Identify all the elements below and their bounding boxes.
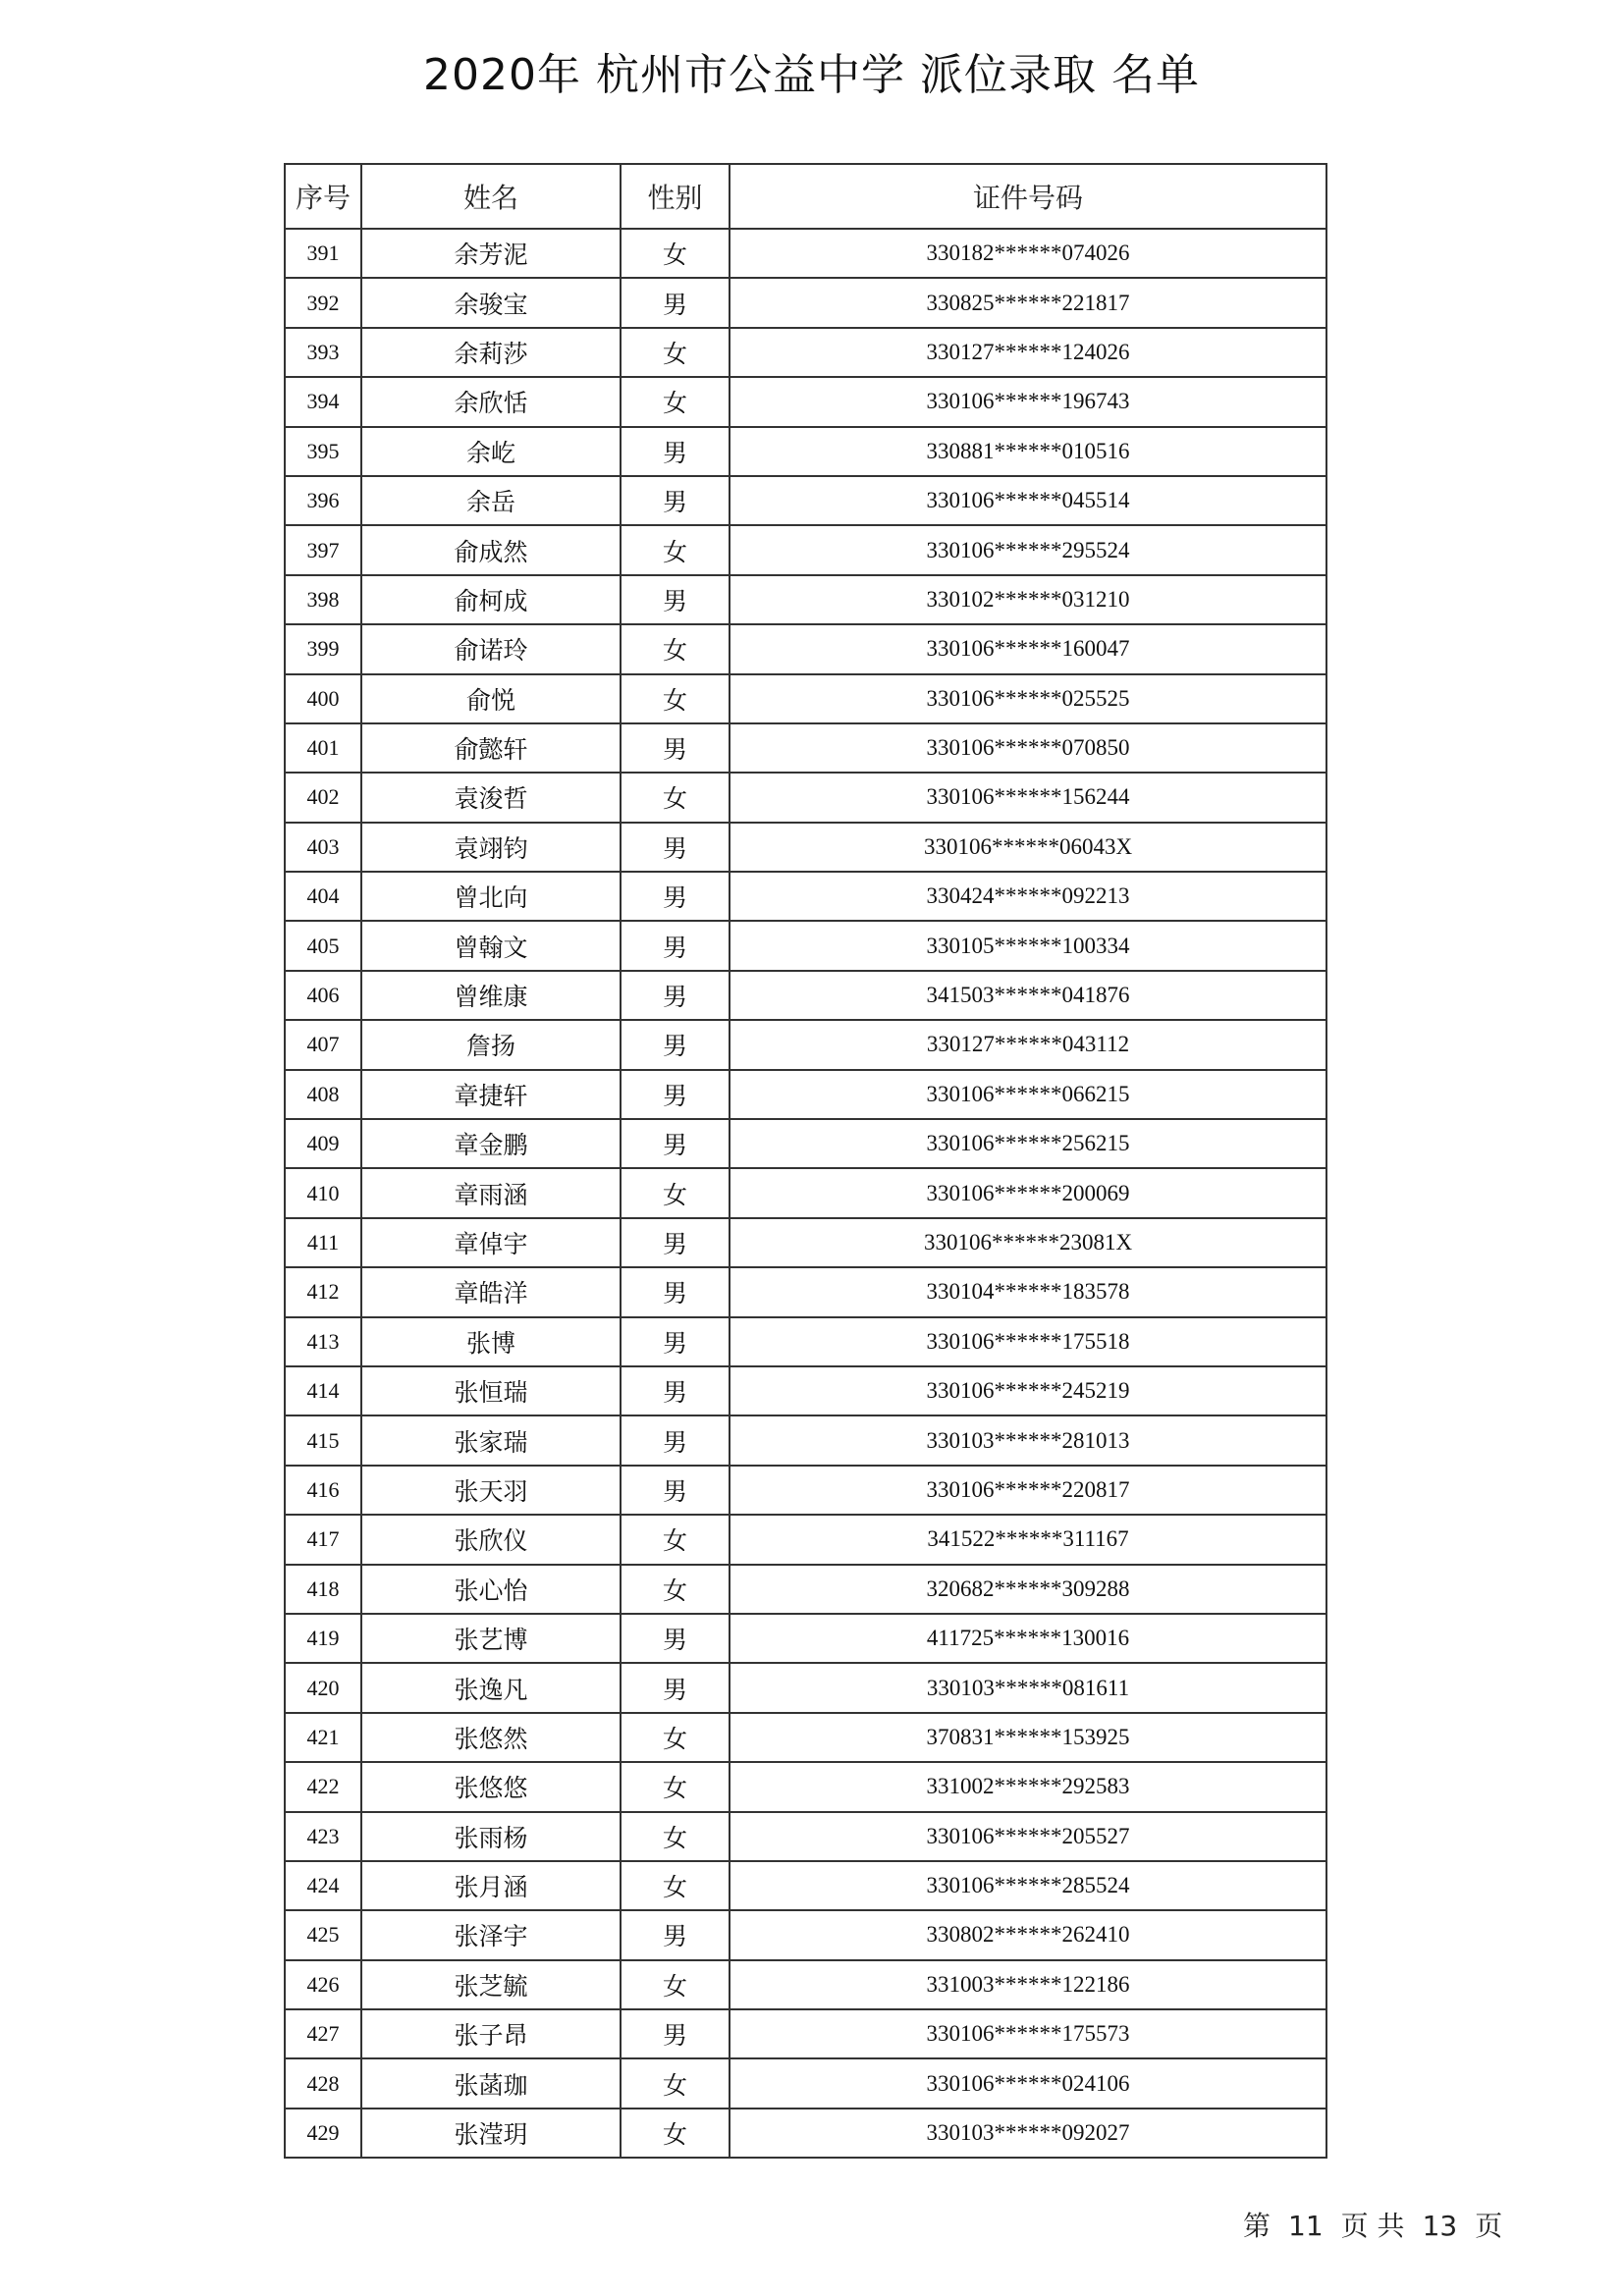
row-gender: 女: [621, 674, 730, 723]
row-name: 张泽宇: [361, 1910, 621, 1959]
table-row: [285, 2009, 1326, 2058]
table-row: [285, 624, 1326, 673]
row-name: 张芝毓: [361, 1960, 621, 2009]
row-gender: 男: [621, 1910, 730, 1959]
table-row: [285, 1267, 1326, 1316]
row-name: 俞柯成: [361, 575, 621, 624]
table-row: [285, 229, 1326, 278]
row-seq: 418: [285, 1565, 361, 1614]
row-seq: 427: [285, 2009, 361, 2058]
row-gender: 男: [621, 921, 730, 970]
row-id-number: 330106******025525: [730, 674, 1326, 723]
row-gender: 女: [621, 1861, 730, 1910]
row-gender: 女: [621, 1960, 730, 2009]
row-name: 章皓洋: [361, 1267, 621, 1316]
row-seq: 406: [285, 971, 361, 1020]
row-seq: 426: [285, 1960, 361, 2009]
row-gender: 女: [621, 1565, 730, 1614]
current-page-number: 11: [1288, 2210, 1324, 2242]
row-name: 余骏宝: [361, 278, 621, 327]
row-gender: 男: [621, 1614, 730, 1663]
row-id-number: 330106******156244: [730, 773, 1326, 822]
row-id-number: 320682******309288: [730, 1565, 1326, 1614]
row-gender: 男: [621, 2009, 730, 2058]
row-seq: 409: [285, 1119, 361, 1168]
row-name: 张滢玥: [361, 2109, 621, 2158]
row-gender: 男: [621, 1218, 730, 1267]
row-seq: 413: [285, 1317, 361, 1366]
row-gender: 男: [621, 427, 730, 476]
row-seq: 414: [285, 1366, 361, 1415]
row-seq: 401: [285, 723, 361, 773]
row-name: 俞悦: [361, 674, 621, 723]
row-seq: 404: [285, 872, 361, 921]
row-seq: 403: [285, 823, 361, 872]
row-name: 俞诺玲: [361, 624, 621, 673]
row-seq: 392: [285, 278, 361, 327]
row-name: 曾维康: [361, 971, 621, 1020]
row-seq: 419: [285, 1614, 361, 1663]
row-seq: 410: [285, 1168, 361, 1217]
row-seq: 415: [285, 1415, 361, 1465]
row-gender: 男: [621, 1267, 730, 1316]
table-row: [285, 1168, 1326, 1217]
table-row: [285, 1812, 1326, 1861]
page-middle-text: 页 共: [1340, 2210, 1405, 2242]
row-name: 张悠悠: [361, 1762, 621, 1811]
row-name: 俞懿轩: [361, 723, 621, 773]
row-seq: 397: [285, 525, 361, 574]
row-seq: 421: [285, 1713, 361, 1762]
row-id-number: 330106******23081X: [730, 1218, 1326, 1267]
table-row: [285, 1713, 1326, 1762]
row-id-number: 330106******024106: [730, 2058, 1326, 2108]
row-id-number: 330103******092027: [730, 2109, 1326, 2158]
row-name: 余欣恬: [361, 377, 621, 426]
table-row: [285, 1366, 1326, 1415]
table-row: [285, 1663, 1326, 1712]
row-seq: 411: [285, 1218, 361, 1267]
row-id-number: 411725******130016: [730, 1614, 1326, 1663]
row-id-number: 330106******175573: [730, 2009, 1326, 2058]
row-name: 张恒瑞: [361, 1366, 621, 1415]
row-id-number: 331002******292583: [730, 1762, 1326, 1811]
table-row: [285, 674, 1326, 723]
table-row: [285, 773, 1326, 822]
row-seq: 402: [285, 773, 361, 822]
row-id-number: 330105******100334: [730, 921, 1326, 970]
table-row: [285, 1614, 1326, 1663]
table-row: [285, 1910, 1326, 1959]
table-row: [285, 1070, 1326, 1119]
page-prefix: 第: [1243, 2210, 1271, 2242]
row-gender: 女: [621, 229, 730, 278]
row-seq: 429: [285, 2109, 361, 2158]
table-row: [285, 1861, 1326, 1910]
table-row: [285, 278, 1326, 327]
row-seq: 396: [285, 476, 361, 525]
row-gender: 男: [621, 1663, 730, 1712]
row-seq: 428: [285, 2058, 361, 2108]
header-seq: 序号: [285, 164, 361, 229]
row-gender: 女: [621, 328, 730, 377]
row-seq: 407: [285, 1020, 361, 1069]
table-row: [285, 2109, 1326, 2158]
table-row: [285, 872, 1326, 921]
header-name: 姓名: [361, 164, 621, 229]
row-id-number: 330106******066215: [730, 1070, 1326, 1119]
row-gender: 男: [621, 1415, 730, 1465]
table-row: [285, 328, 1326, 377]
row-id-number: 330106******06043X: [730, 823, 1326, 872]
row-name: 章雨涵: [361, 1168, 621, 1217]
row-id-number: 330106******196743: [730, 377, 1326, 426]
row-gender: 男: [621, 575, 730, 624]
table-row: [285, 427, 1326, 476]
table-row: [285, 1565, 1326, 1614]
row-id-number: 330424******092213: [730, 872, 1326, 921]
row-gender: 女: [621, 773, 730, 822]
table-row: [285, 525, 1326, 574]
table-row: [285, 1317, 1326, 1366]
table-body: [285, 229, 1326, 2158]
row-seq: 400: [285, 674, 361, 723]
row-name: 袁翊钧: [361, 823, 621, 872]
row-seq: 399: [285, 624, 361, 673]
row-seq: 423: [285, 1812, 361, 1861]
row-seq: 405: [285, 921, 361, 970]
row-name: 张雨杨: [361, 1812, 621, 1861]
row-name: 余莉莎: [361, 328, 621, 377]
row-gender: 男: [621, 723, 730, 773]
row-name: 张心怡: [361, 1565, 621, 1614]
row-id-number: 330106******205527: [730, 1812, 1326, 1861]
table-row: [285, 1119, 1326, 1168]
row-seq: 391: [285, 229, 361, 278]
row-gender: 女: [621, 1762, 730, 1811]
row-id-number: 330103******281013: [730, 1415, 1326, 1465]
row-name: 章捷轩: [361, 1070, 621, 1119]
row-name: 张菡珈: [361, 2058, 621, 2108]
row-gender: 女: [621, 1168, 730, 1217]
row-id-number: 330102******031210: [730, 575, 1326, 624]
row-name: 詹扬: [361, 1020, 621, 1069]
row-id-number: 330802******262410: [730, 1910, 1326, 1959]
table-row: [285, 1466, 1326, 1515]
row-seq: 408: [285, 1070, 361, 1119]
row-seq: 394: [285, 377, 361, 426]
row-gender: 男: [621, 1020, 730, 1069]
page-title: 2020年 杭州市公益中学 派位录取 名单: [423, 50, 1200, 100]
row-id-number: 330106******200069: [730, 1168, 1326, 1217]
row-id-number: 330127******043112: [730, 1020, 1326, 1069]
row-id-number: 330825******221817: [730, 278, 1326, 327]
row-id-number: 330127******124026: [730, 328, 1326, 377]
page-indicator: [1243, 2205, 1502, 2244]
row-id-number: 331003******122186: [730, 1960, 1326, 2009]
row-gender: 男: [621, 1317, 730, 1366]
row-gender: 男: [621, 1366, 730, 1415]
row-name: 张月涵: [361, 1861, 621, 1910]
table-row: [285, 723, 1326, 773]
row-gender: 男: [621, 476, 730, 525]
page-suffix: 页: [1475, 2210, 1503, 2242]
header-gender: 性别: [621, 164, 730, 229]
table-header-row: [285, 164, 1326, 229]
table-row: [285, 1515, 1326, 1564]
row-id-number: 330104******183578: [730, 1267, 1326, 1316]
row-name: 张子昂: [361, 2009, 621, 2058]
row-id-number: 330106******245219: [730, 1366, 1326, 1415]
row-gender: 女: [621, 2109, 730, 2158]
row-gender: 男: [621, 278, 730, 327]
row-gender: 女: [621, 1515, 730, 1564]
row-id-number: 330106******070850: [730, 723, 1326, 773]
row-name: 袁浚哲: [361, 773, 621, 822]
row-seq: 424: [285, 1861, 361, 1910]
row-name: 张逸凡: [361, 1663, 621, 1712]
row-gender: 男: [621, 1466, 730, 1515]
row-seq: 416: [285, 1466, 361, 1515]
row-id-number: 330881******010516: [730, 427, 1326, 476]
table-row: [285, 2058, 1326, 2108]
row-name: 张艺博: [361, 1614, 621, 1663]
row-name: 张天羽: [361, 1466, 621, 1515]
row-gender: 男: [621, 872, 730, 921]
row-name: 余岳: [361, 476, 621, 525]
table-row: [285, 1415, 1326, 1465]
row-name: 张悠然: [361, 1713, 621, 1762]
row-name: 俞成然: [361, 525, 621, 574]
row-gender: 男: [621, 823, 730, 872]
row-id-number: 341503******041876: [730, 971, 1326, 1020]
row-name: 章倬宇: [361, 1218, 621, 1267]
row-id-number: 330106******285524: [730, 1861, 1326, 1910]
row-gender: 女: [621, 1812, 730, 1861]
row-id-number: 330103******081611: [730, 1663, 1326, 1712]
row-seq: 393: [285, 328, 361, 377]
row-name: 曾北向: [361, 872, 621, 921]
row-name: 张博: [361, 1317, 621, 1366]
row-id-number: 330106******295524: [730, 525, 1326, 574]
row-name: 余芳泥: [361, 229, 621, 278]
row-gender: 女: [621, 2058, 730, 2108]
table-row: [285, 575, 1326, 624]
row-id-number: 330106******175518: [730, 1317, 1326, 1366]
row-gender: 女: [621, 377, 730, 426]
row-seq: 412: [285, 1267, 361, 1316]
header-id-number: 证件号码: [730, 164, 1326, 229]
row-seq: 425: [285, 1910, 361, 1959]
row-id-number: 330106******160047: [730, 624, 1326, 673]
row-seq: 417: [285, 1515, 361, 1564]
row-gender: 女: [621, 1713, 730, 1762]
row-gender: 男: [621, 971, 730, 1020]
table-row: [285, 377, 1326, 426]
row-id-number: 330182******074026: [730, 229, 1326, 278]
row-id-number: 330106******220817: [730, 1466, 1326, 1515]
row-seq: 422: [285, 1762, 361, 1811]
table-row: [285, 1218, 1326, 1267]
row-name: 余屹: [361, 427, 621, 476]
row-id-number: 330106******256215: [730, 1119, 1326, 1168]
row-gender: 女: [621, 624, 730, 673]
row-name: 曾翰文: [361, 921, 621, 970]
row-seq: 420: [285, 1663, 361, 1712]
table-row: [285, 1762, 1326, 1811]
table-row: [285, 971, 1326, 1020]
row-id-number: 330106******045514: [730, 476, 1326, 525]
table-row: [285, 1020, 1326, 1069]
table-row: [285, 921, 1326, 970]
row-gender: 女: [621, 525, 730, 574]
table-row: [285, 1960, 1326, 2009]
row-id-number: 341522******311167: [730, 1515, 1326, 1564]
admission-table: [284, 163, 1327, 2159]
row-gender: 男: [621, 1119, 730, 1168]
table-row: [285, 476, 1326, 525]
row-gender: 男: [621, 1070, 730, 1119]
row-name: 张家瑞: [361, 1415, 621, 1465]
row-seq: 398: [285, 575, 361, 624]
table-row: [285, 823, 1326, 872]
row-id-number: 370831******153925: [730, 1713, 1326, 1762]
row-name: 张欣仪: [361, 1515, 621, 1564]
row-seq: 395: [285, 427, 361, 476]
row-name: 章金鹏: [361, 1119, 621, 1168]
total-pages-number: 13: [1422, 2210, 1458, 2242]
